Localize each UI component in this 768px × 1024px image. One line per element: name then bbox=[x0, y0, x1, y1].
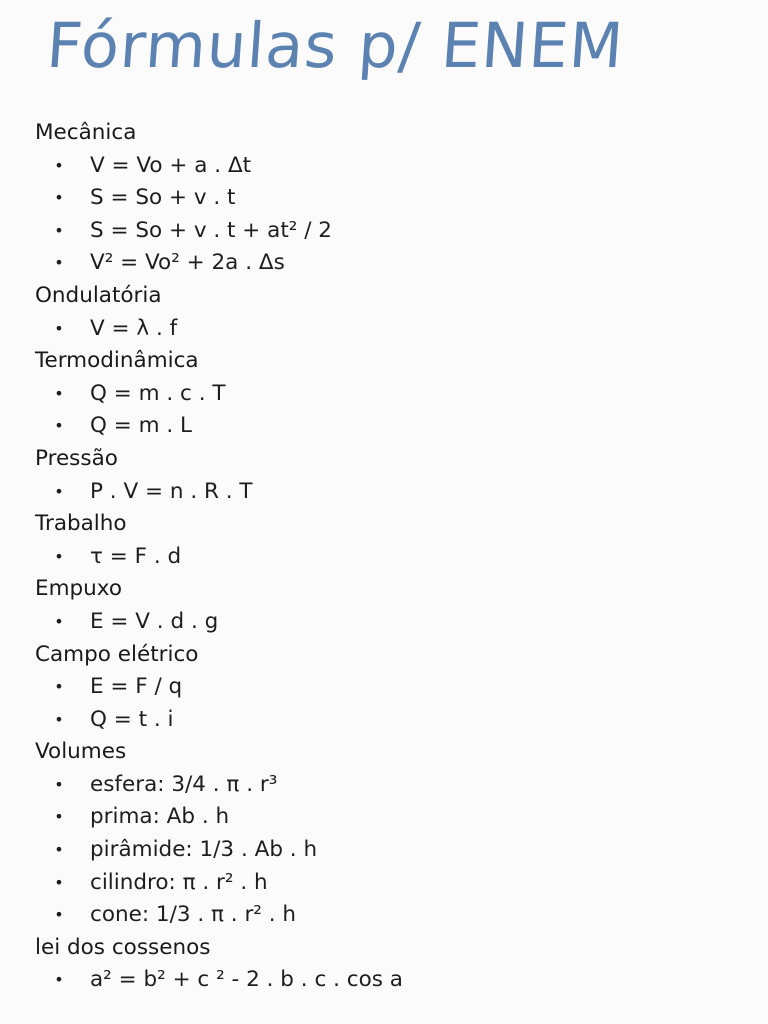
section-volumes bbox=[35, 736, 735, 932]
formula-item bbox=[35, 867, 735, 900]
bullet-icon: • bbox=[54, 840, 64, 860]
section-heading: Empuxo bbox=[35, 576, 123, 602]
formula-item bbox=[35, 704, 735, 737]
bullet-icon: • bbox=[54, 253, 64, 273]
bullet-icon: • bbox=[54, 774, 64, 794]
formula-item bbox=[35, 801, 735, 834]
formula-item bbox=[35, 769, 735, 802]
bullet-icon: • bbox=[54, 318, 64, 338]
bullet-icon: • bbox=[54, 481, 64, 501]
bullet-icon: • bbox=[54, 905, 64, 925]
bullet-icon: • bbox=[54, 383, 64, 403]
formula-items bbox=[35, 606, 735, 639]
formula-item bbox=[35, 247, 735, 280]
formula-text: V = Vo + a . Δt bbox=[90, 152, 252, 178]
section-trabalho bbox=[35, 508, 735, 573]
bullet-icon: • bbox=[54, 872, 64, 892]
formula-text: S = So + v . t bbox=[90, 185, 236, 211]
formula-text: prima: Ab . h bbox=[90, 804, 230, 830]
section-heading: Termodinâmica bbox=[35, 348, 199, 374]
section-empuxo bbox=[35, 573, 735, 638]
bullet-icon: • bbox=[54, 611, 64, 631]
formula-text: a² = b² + c ² - 2 . b . c . cos a bbox=[90, 967, 403, 993]
section-campo-eletrico bbox=[35, 639, 735, 737]
formula-item bbox=[35, 671, 735, 704]
bullet-icon: • bbox=[54, 709, 64, 729]
formula-text: E = F / q bbox=[90, 674, 183, 700]
formula-item bbox=[35, 313, 735, 346]
formula-text: τ = F . d bbox=[90, 543, 182, 569]
bullet-icon: • bbox=[54, 188, 64, 208]
formula-text: Q = m . c . T bbox=[90, 380, 226, 406]
formula-text: P . V = n . R . T bbox=[90, 478, 253, 504]
formula-text: Q = t . i bbox=[90, 706, 174, 732]
bullet-icon: • bbox=[54, 546, 64, 566]
section-ondulatoria bbox=[35, 280, 735, 345]
formula-item bbox=[35, 476, 735, 509]
page-title: Fórmulas p/ ENEM bbox=[44, 9, 627, 82]
formula-item bbox=[35, 410, 735, 443]
formula-text: cone: 1/3 . π . r² . h bbox=[90, 902, 297, 928]
formula-item bbox=[35, 899, 735, 932]
bullet-icon: • bbox=[54, 416, 64, 436]
formula-text: V = λ . f bbox=[90, 315, 178, 341]
section-heading: lei dos cossenos bbox=[35, 934, 211, 960]
formula-items bbox=[35, 541, 735, 574]
formula-items bbox=[35, 313, 735, 346]
bullet-icon: • bbox=[54, 155, 64, 175]
bullet-icon: • bbox=[54, 677, 64, 697]
formula-items bbox=[35, 378, 735, 443]
formula-items bbox=[35, 671, 735, 736]
section-heading: Volumes bbox=[35, 739, 127, 765]
formula-list bbox=[35, 117, 735, 997]
section-termodinamica bbox=[35, 345, 735, 443]
formula-item bbox=[35, 150, 735, 183]
section-lei-dos-cossenos bbox=[35, 932, 735, 997]
formula-item bbox=[35, 215, 735, 248]
formula-text: esfera: 3/4 . π . r³ bbox=[90, 771, 278, 797]
bullet-icon: • bbox=[54, 807, 64, 827]
section-heading: Mecânica bbox=[35, 120, 137, 145]
formula-item bbox=[35, 834, 735, 867]
formula-items bbox=[35, 964, 735, 997]
formula-text: pirâmide: 1/3 . Ab . h bbox=[90, 837, 318, 863]
bullet-icon: • bbox=[54, 220, 64, 240]
section-heading: Trabalho bbox=[35, 511, 127, 537]
formula-items bbox=[35, 476, 735, 509]
section-heading: Campo elétrico bbox=[35, 641, 199, 667]
formula-items bbox=[35, 150, 735, 280]
bullet-icon: • bbox=[54, 970, 64, 990]
section-heading: Ondulatória bbox=[35, 282, 162, 308]
section-mecanica bbox=[35, 117, 735, 280]
formula-item bbox=[35, 541, 735, 574]
section-pressao bbox=[35, 443, 735, 508]
formula-text: S = So + v . t + at² / 2 bbox=[90, 217, 332, 243]
formula-item bbox=[35, 182, 735, 215]
formula-item bbox=[35, 378, 735, 411]
formula-item bbox=[35, 606, 735, 639]
formula-items bbox=[35, 769, 735, 932]
formula-text: cilindro: π . r² . h bbox=[90, 869, 268, 895]
formula-text: E = V . d . g bbox=[90, 608, 219, 634]
section-heading: Pressão bbox=[35, 445, 118, 471]
formula-text: Q = m . L bbox=[90, 413, 193, 439]
formula-text: V² = Vo² + 2a . Δs bbox=[90, 250, 285, 276]
formula-item bbox=[35, 964, 735, 997]
